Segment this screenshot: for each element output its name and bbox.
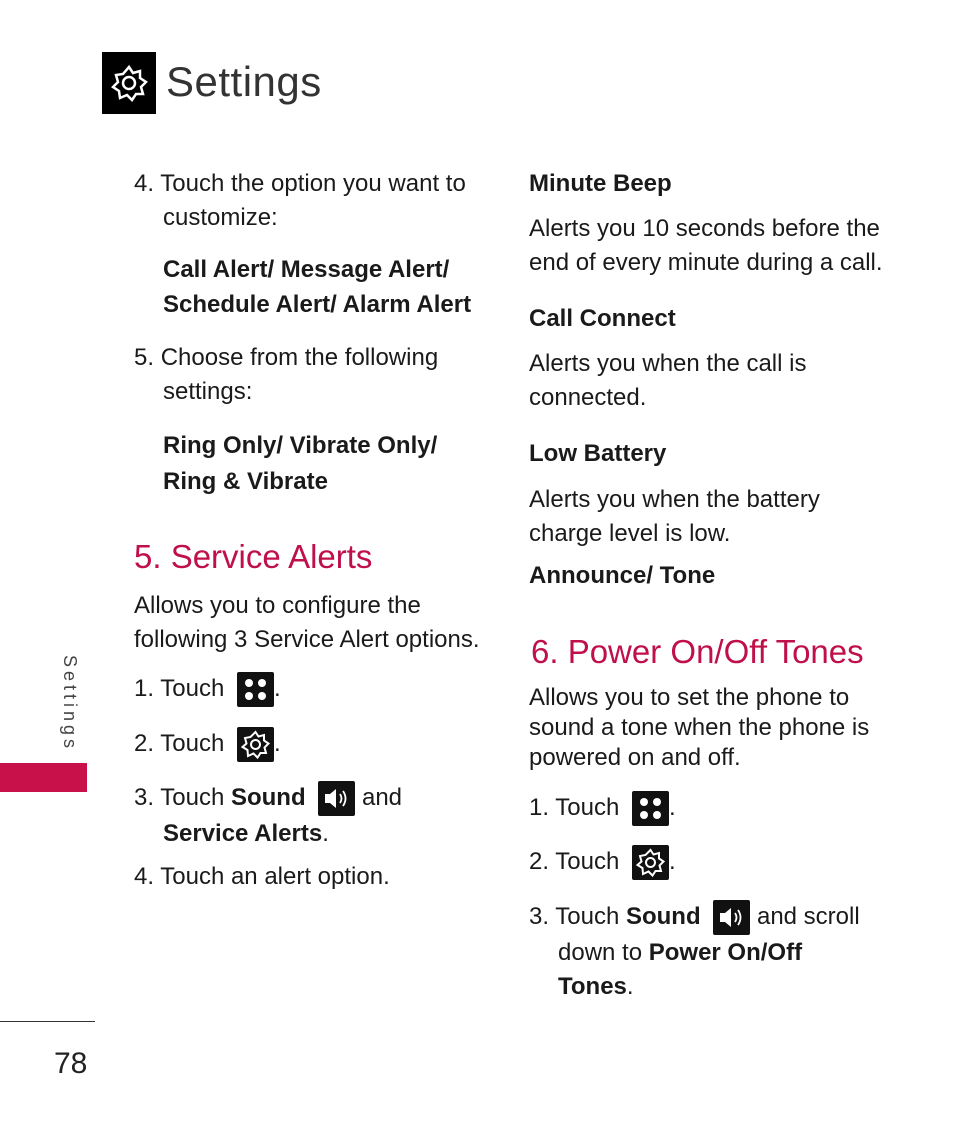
page-number: 78 [54, 1047, 88, 1080]
page-title: Settings [166, 58, 322, 105]
alert-options-line1: Call Alert/ Message Alert/ [163, 256, 450, 283]
settings-gear-icon [237, 727, 274, 762]
ring-options-line2: Ring & Vibrate [163, 468, 328, 495]
call-connect-title: Call Connect [529, 305, 676, 332]
step-text: Touch the option you want to [160, 170, 466, 197]
section-heading-power-tones: 6. Power On/Off Tones [531, 633, 864, 670]
power-tones-step-2: 2. Touch . [529, 845, 676, 880]
step-4 [134, 167, 466, 201]
low-battery-desc-line2: charge level is low. [529, 520, 731, 547]
power-tones-step-3-line3: Tones. [558, 973, 634, 1000]
service-alerts-step-3-line2: Service Alerts. [163, 820, 329, 847]
alert-options-line2: Schedule Alert/ Alarm Alert [163, 291, 472, 318]
power-tones-desc-line3: powered on and off. [529, 744, 741, 771]
step-text: Choose from the following [160, 344, 439, 371]
call-connect-desc-line1: Alerts you when the call is [529, 350, 807, 377]
power-tones-desc-line2: sound a tone when the phone is [529, 714, 870, 741]
announce-tone-title: Announce/ Tone [529, 562, 716, 589]
sidebar-tab-marker [0, 763, 87, 792]
menu-grid-icon [237, 672, 274, 707]
power-tones-step-3: 3. Touch Sound and scroll [529, 900, 860, 935]
step-number: 4. [134, 170, 155, 197]
step-5 [134, 341, 438, 375]
low-battery-desc-line1: Alerts you when the battery [529, 486, 820, 513]
service-alerts-step-4: 4. Touch an alert option. [134, 863, 390, 890]
service-alerts-step-2: 2. Touch . [134, 727, 281, 762]
settings-gear-icon [102, 52, 156, 114]
low-battery-title: Low Battery [529, 440, 667, 467]
service-alerts-step-1: 1. Touch . [134, 672, 281, 707]
menu-grid-icon [632, 791, 669, 826]
minute-beep-title: Minute Beep [529, 170, 672, 197]
speaker-icon [318, 781, 355, 816]
settings-gear-icon [632, 845, 669, 880]
sidebar-section-label: Settings [60, 655, 80, 753]
power-tones-desc-line1: Allows you to set the phone to [529, 684, 850, 711]
minute-beep-desc-line2: end of every minute during a call. [529, 249, 883, 276]
speaker-icon [713, 900, 750, 935]
minute-beep-desc-line1: Alerts you 10 seconds before the [529, 215, 880, 242]
ring-options-line1: Ring Only/ Vibrate Only/ [163, 432, 438, 459]
power-tones-step-1: 1. Touch . [529, 791, 676, 826]
step-5-line2: settings: [163, 378, 253, 405]
footer-divider [0, 1021, 95, 1022]
service-alerts-desc-line1: Allows you to configure the [134, 592, 421, 619]
step-4-line2: customize: [163, 204, 278, 231]
section-heading-service-alerts: 5. Service Alerts [134, 538, 373, 575]
call-connect-desc-line2: connected. [529, 384, 647, 411]
step-number: 5. [134, 344, 155, 371]
power-tones-step-3-line2: down to Power On/Off [558, 939, 803, 966]
service-alerts-step-3: 3. Touch Sound and [134, 781, 402, 816]
service-alerts-desc-line2: following 3 Service Alert options. [134, 626, 480, 653]
